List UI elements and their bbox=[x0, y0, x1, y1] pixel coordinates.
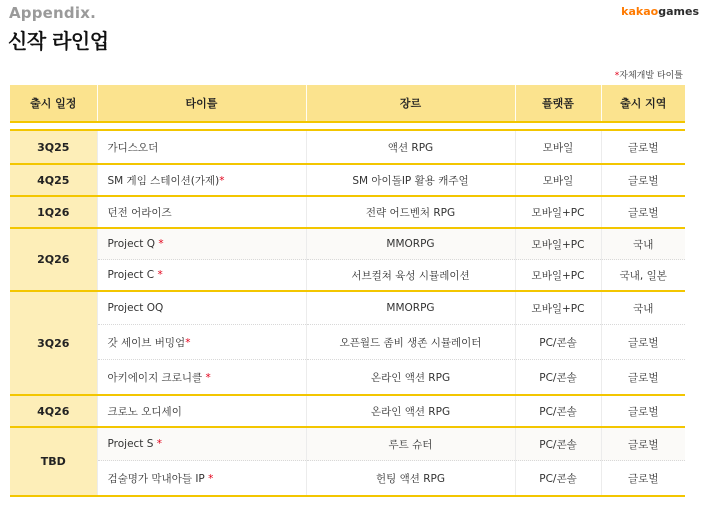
self-dev-asterisk: * bbox=[157, 269, 163, 281]
region-cell: 글로벌 bbox=[601, 427, 685, 461]
quarter-cell: 2Q26 bbox=[10, 228, 97, 291]
lineup-table bbox=[10, 85, 685, 497]
platform-cell: PC/콘솔 bbox=[515, 427, 601, 461]
genre-cell: 전략 어드벤처 RPG bbox=[306, 196, 515, 228]
header-spacer bbox=[10, 122, 685, 130]
title-text: 던전 어라이즈 bbox=[107, 206, 172, 219]
title-cell bbox=[97, 260, 306, 292]
table-row bbox=[10, 291, 685, 325]
note-asterisk: * bbox=[614, 71, 620, 81]
table-row bbox=[10, 325, 685, 360]
table-row bbox=[10, 360, 685, 396]
table-row bbox=[10, 228, 685, 260]
title-cell bbox=[97, 291, 306, 325]
title-cell bbox=[97, 461, 306, 497]
self-dev-asterisk: * bbox=[158, 238, 164, 250]
title-cell bbox=[97, 395, 306, 427]
genre-cell: SM 아이돌IP 활용 캐주얼 bbox=[306, 164, 515, 196]
title-cell bbox=[97, 228, 306, 260]
quarter-cell: 3Q25 bbox=[10, 130, 97, 164]
genre-cell: 루트 슈터 bbox=[306, 427, 515, 461]
platform-cell: 모바일+PC bbox=[515, 228, 601, 260]
region-cell: 글로벌 bbox=[601, 196, 685, 228]
col-header-region: 출시 지역 bbox=[601, 85, 685, 122]
title-cell bbox=[97, 325, 306, 360]
genre-cell: 헌팅 액션 RPG bbox=[306, 461, 515, 497]
kakaogames-logo bbox=[621, 5, 699, 18]
title-text: Project Q bbox=[107, 238, 159, 250]
table-row bbox=[10, 196, 685, 228]
genre-cell: 오픈월드 좀비 생존 시뮬레이터 bbox=[306, 325, 515, 360]
self-dev-asterisk: * bbox=[219, 174, 225, 187]
genre-cell: 온라인 액션 RPG bbox=[306, 395, 515, 427]
title-cell bbox=[97, 130, 306, 164]
region-cell: 국내 bbox=[601, 228, 685, 260]
quarter-cell: 1Q26 bbox=[10, 196, 97, 228]
col-header-schedule: 출시 일정 bbox=[10, 85, 97, 122]
title-cell bbox=[97, 196, 306, 228]
title-cell bbox=[97, 427, 306, 461]
table-row bbox=[10, 164, 685, 196]
col-header-genre: 장르 bbox=[306, 85, 515, 122]
platform-cell: 모바일+PC bbox=[515, 196, 601, 228]
region-cell: 국내 bbox=[601, 291, 685, 325]
platform-cell: PC/콘솔 bbox=[515, 461, 601, 497]
quarter-cell: 3Q26 bbox=[10, 291, 97, 395]
platform-cell: PC/콘솔 bbox=[515, 360, 601, 396]
region-cell: 글로벌 bbox=[601, 164, 685, 196]
logo-games: games bbox=[658, 5, 699, 18]
platform-cell: PC/콘솔 bbox=[515, 395, 601, 427]
title-text: 크로노 오디세이 bbox=[107, 405, 182, 418]
title-text: 갓 세이브 버밍엄 bbox=[107, 336, 186, 349]
title-text: 가디스오더 bbox=[107, 141, 159, 154]
col-header-title: 타이틀 bbox=[97, 85, 306, 122]
self-dev-asterisk: * bbox=[185, 336, 191, 349]
genre-cell: 액션 RPG bbox=[306, 130, 515, 164]
self-developed-note bbox=[615, 68, 683, 81]
appendix-label: Appendix. bbox=[9, 4, 96, 22]
genre-cell: 온라인 액션 RPG bbox=[306, 360, 515, 396]
title-text: Project S bbox=[107, 438, 157, 450]
quarter-cell: 4Q26 bbox=[10, 395, 97, 427]
table-row bbox=[10, 260, 685, 292]
title-text: SM 게임 스테이션(가제) bbox=[107, 174, 220, 187]
table-row bbox=[10, 461, 685, 497]
self-dev-asterisk: * bbox=[208, 472, 214, 485]
platform-cell: PC/콘솔 bbox=[515, 325, 601, 360]
page-title: 신작 라인업 bbox=[8, 29, 109, 53]
table-row bbox=[10, 427, 685, 461]
title-text: 검술명가 막내아들 IP bbox=[107, 472, 209, 485]
region-cell: 국내, 일본 bbox=[601, 260, 685, 292]
region-cell: 글로벌 bbox=[601, 130, 685, 164]
title-cell bbox=[97, 164, 306, 196]
platform-cell: 모바일 bbox=[515, 164, 601, 196]
region-cell: 글로벌 bbox=[601, 461, 685, 497]
region-cell: 글로벌 bbox=[601, 360, 685, 396]
genre-cell: MMORPG bbox=[306, 291, 515, 325]
self-dev-asterisk: * bbox=[156, 438, 163, 450]
genre-cell: MMORPG bbox=[306, 228, 515, 260]
table-row bbox=[10, 130, 685, 164]
platform-cell: 모바일+PC bbox=[515, 260, 601, 292]
table-header-row bbox=[10, 85, 685, 122]
title-text: Project C bbox=[107, 269, 158, 281]
title-text: Project OQ bbox=[107, 302, 164, 314]
platform-cell: 모바일+PC bbox=[515, 291, 601, 325]
region-cell: 글로벌 bbox=[601, 325, 685, 360]
table-row bbox=[10, 395, 685, 427]
logo-kakao: kakao bbox=[621, 5, 659, 18]
self-dev-asterisk: * bbox=[205, 371, 211, 384]
col-header-platform: 플랫폼 bbox=[515, 85, 601, 122]
title-text: 아키에이지 크로니클 bbox=[107, 371, 206, 384]
platform-cell: 모바일 bbox=[515, 130, 601, 164]
quarter-cell: 4Q25 bbox=[10, 164, 97, 196]
genre-cell: 서브컬쳐 육성 시뮬레이션 bbox=[306, 260, 515, 292]
note-text: 자체개발 타이틀 bbox=[619, 71, 683, 81]
title-cell bbox=[97, 360, 306, 396]
region-cell: 글로벌 bbox=[601, 395, 685, 427]
quarter-cell: TBD bbox=[10, 427, 97, 496]
